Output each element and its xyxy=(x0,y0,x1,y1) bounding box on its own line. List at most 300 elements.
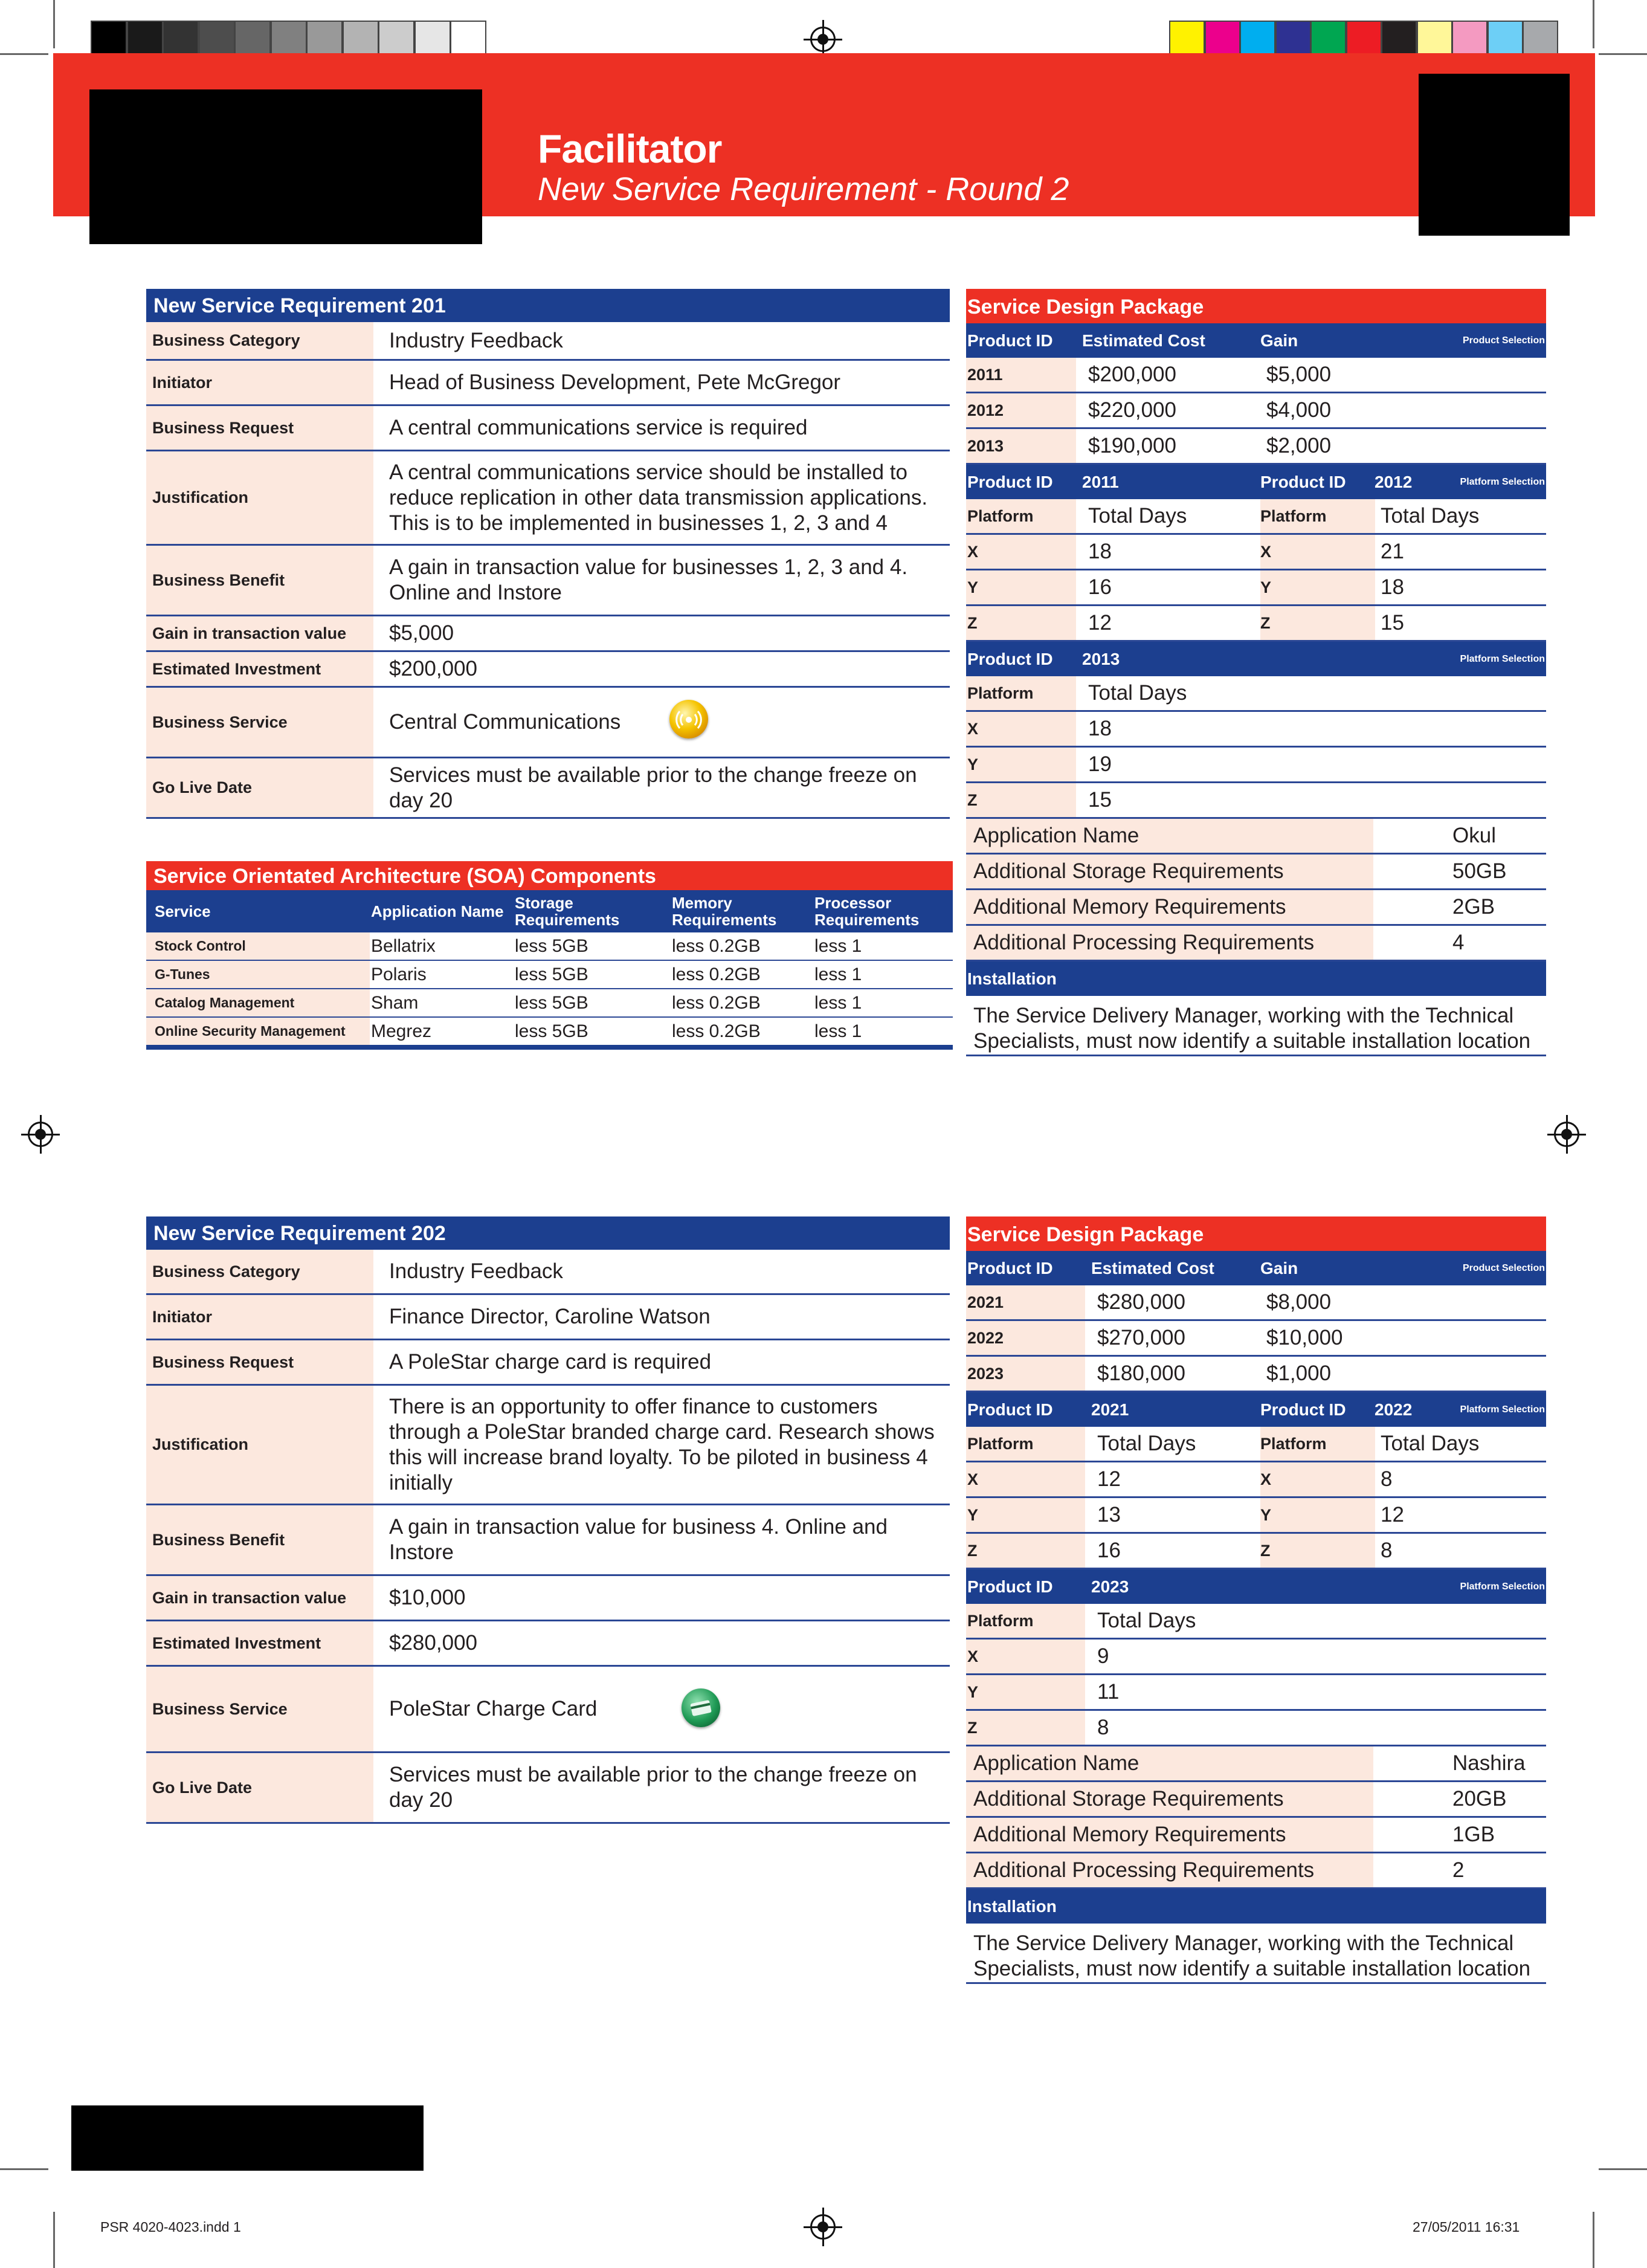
platform-days: 19 xyxy=(1088,752,1112,776)
requirement-row xyxy=(146,1667,950,1753)
requirement-label: Business Service xyxy=(146,688,373,757)
product-id: 2023 xyxy=(967,1365,1004,1383)
requirement-value-text: Head of Business Development, Pete McGregor xyxy=(389,370,841,394)
application-label: Additional Processing Requirements xyxy=(966,926,1373,960)
requirement-value-text: A gain in transaction value for business 4. Online and Instore xyxy=(389,1515,888,1564)
row-tint xyxy=(966,1462,1085,1496)
redacted-logo xyxy=(1419,74,1570,236)
row-tint xyxy=(966,1498,1085,1532)
platform-name: Y xyxy=(967,1683,979,1701)
platform-label: Platform xyxy=(967,1435,1034,1453)
application-value: 4 xyxy=(1452,931,1465,954)
application-label: Application Name xyxy=(966,1746,1373,1780)
requirement-label: Initiator xyxy=(146,361,373,404)
soa-cell: less 5GB xyxy=(515,964,588,984)
total-days-label: Total Days xyxy=(1088,504,1187,528)
product-id-label: Product ID xyxy=(1260,1400,1346,1419)
platform-label: Platform xyxy=(967,684,1034,702)
platform-selection-link: Platform Selection xyxy=(1460,477,1545,487)
platform-row xyxy=(966,570,1546,606)
product-id-label: Product ID xyxy=(1260,473,1346,491)
row-tint xyxy=(966,1640,1085,1673)
requirement-label: Business Benefit xyxy=(146,1505,373,1574)
page-title: Facilitator xyxy=(538,126,722,171)
platform-row xyxy=(966,783,1546,819)
product-id-b: 2022 xyxy=(1375,1400,1413,1419)
requirement-label: Business Request xyxy=(146,406,373,450)
product-selection-link: Product Selection xyxy=(1462,335,1545,346)
platform-name: Y xyxy=(967,755,979,774)
requirement-value xyxy=(373,361,950,404)
col-gain: Gain xyxy=(1260,331,1298,350)
soa-row xyxy=(146,1018,953,1050)
platform-label: Platform xyxy=(967,507,1034,525)
platform-header-row xyxy=(966,1569,1546,1604)
requirement-value xyxy=(373,758,950,817)
installation-header xyxy=(966,961,1546,996)
platform-row xyxy=(966,535,1546,570)
total-days-label: Total Days xyxy=(1097,1432,1196,1455)
product-row xyxy=(966,1321,1546,1357)
platform-name: X xyxy=(1260,1470,1272,1488)
requirement-value xyxy=(373,406,950,450)
requirement-row xyxy=(146,451,950,546)
soa-cell: less 1 xyxy=(814,964,862,984)
row-tint xyxy=(966,712,1076,746)
soa-cell: less 5GB xyxy=(515,935,588,956)
row-tint xyxy=(966,783,1076,817)
soa-header-row xyxy=(146,890,953,932)
requirement-value-text: There is an opportunity to offer finance to customers through a PoleStar branded charge card. Research shows this will increase brand loyalty. To be piloted in business 4 initially xyxy=(389,1394,935,1494)
platform-days: 15 xyxy=(1381,611,1404,635)
application-row xyxy=(966,855,1546,890)
gain: $1,000 xyxy=(1266,1362,1332,1385)
crop-mark xyxy=(1599,2168,1647,2170)
requirement-value-text: A central communications service is required xyxy=(389,416,808,439)
product-row xyxy=(966,1357,1546,1392)
product-id: 2011 xyxy=(967,366,1003,384)
product-header-row xyxy=(966,323,1546,358)
requirement-row xyxy=(146,616,950,652)
color-swatch xyxy=(1346,21,1382,56)
gray-swatch xyxy=(163,21,199,56)
requirement-row xyxy=(146,1250,950,1295)
requirement-label: Business Service xyxy=(146,1667,373,1751)
platform-row xyxy=(966,748,1546,783)
col-product-id: Product ID xyxy=(967,331,1053,350)
gray-swatch xyxy=(271,21,307,56)
requirement-value-text: PoleStar Charge Card xyxy=(389,1697,598,1720)
platform-days: 13 xyxy=(1097,1503,1121,1527)
requirement-row xyxy=(146,361,950,406)
installation-label: Installation xyxy=(967,1897,1057,1916)
platform-name: Y xyxy=(1260,578,1272,596)
gray-swatch xyxy=(306,21,343,56)
soa-col-service: Service xyxy=(155,902,211,920)
platform-days: 18 xyxy=(1088,717,1112,740)
requirement-value xyxy=(373,616,950,650)
gain: $8,000 xyxy=(1266,1290,1332,1314)
col-estimated-cost: Estimated Cost xyxy=(1091,1259,1214,1278)
product-id-c: 2013 xyxy=(1082,650,1120,668)
installation-label: Installation xyxy=(967,969,1057,988)
installation-text: The Service Delivery Manager, working with the Technical Specialists, must now identify a suitable installation location xyxy=(966,1924,1546,1984)
platform-name: X xyxy=(967,1647,979,1665)
requirement-label: Business Request xyxy=(146,1340,373,1384)
platform-days: 15 xyxy=(1088,788,1112,812)
product-id-b: 2012 xyxy=(1375,473,1413,491)
platform-header-row xyxy=(966,1392,1546,1427)
color-swatch xyxy=(1240,21,1275,56)
requirement-label: Justification xyxy=(146,451,373,544)
soa-cell: less 1 xyxy=(814,992,862,1013)
platform-row xyxy=(966,712,1546,748)
sdp-title: Service Design Package xyxy=(966,1216,1546,1251)
requirement-row xyxy=(146,1576,950,1621)
product-id-c: 2023 xyxy=(1091,1577,1129,1596)
requirement-value-text: Industry Feedback xyxy=(389,328,563,352)
requirement-value xyxy=(373,652,950,686)
application-row xyxy=(966,819,1546,855)
color-swatch xyxy=(1487,21,1523,56)
gray-swatch xyxy=(127,21,163,56)
application-label: Additional Processing Requirements xyxy=(966,1853,1373,1887)
estimated-cost: $200,000 xyxy=(1088,363,1176,386)
requirement-label: Initiator xyxy=(146,1295,373,1339)
crop-mark xyxy=(1593,2212,1594,2268)
platform-days: 16 xyxy=(1088,575,1112,599)
requirement-row xyxy=(146,688,950,758)
row-tint xyxy=(966,606,1076,640)
product-row xyxy=(966,358,1546,393)
crop-mark xyxy=(0,53,48,55)
requirement-value-text: Industry Feedback xyxy=(389,1259,563,1283)
registration-mark xyxy=(28,1122,53,1147)
platform-name: Z xyxy=(967,791,978,809)
requirement-value xyxy=(373,1386,950,1504)
requirement-value xyxy=(373,1753,950,1822)
platform-header-row xyxy=(966,465,1546,499)
application-label: Additional Memory Requirements xyxy=(966,1818,1373,1852)
gray-swatch xyxy=(234,21,271,56)
soa-cell: Bellatrix xyxy=(371,935,436,956)
platform-name: Y xyxy=(967,578,979,596)
requirement-value-text: Services must be available prior to the change freeze on day 20 xyxy=(389,763,917,812)
application-row xyxy=(966,1782,1546,1818)
gain: $10,000 xyxy=(1266,1326,1343,1349)
estimated-cost: $180,000 xyxy=(1097,1362,1185,1385)
product-row xyxy=(966,1285,1546,1321)
application-value: Okul xyxy=(1452,824,1496,847)
platform-name: Y xyxy=(967,1506,979,1524)
sdp-title: Service Design Package xyxy=(966,289,1546,323)
product-header-row xyxy=(966,1251,1546,1285)
requirement-row xyxy=(146,1386,950,1505)
application-value: 2 xyxy=(1452,1858,1465,1882)
gray-swatch xyxy=(91,21,127,56)
platform-days: 9 xyxy=(1097,1644,1109,1668)
platform-name: X xyxy=(967,1470,979,1488)
crop-mark xyxy=(1593,0,1594,48)
platform-selection-link: Platform Selection xyxy=(1460,654,1545,664)
platform-days: 8 xyxy=(1097,1716,1109,1739)
application-value: 2GB xyxy=(1452,895,1495,919)
product-id: 2021 xyxy=(967,1293,1004,1311)
requirement-value-text: Central Communications xyxy=(389,710,621,734)
requirement-label: Estimated Investment xyxy=(146,652,373,686)
registration-mark xyxy=(810,27,836,52)
soa-cell: less 0.2GB xyxy=(672,992,761,1013)
application-row xyxy=(966,1818,1546,1853)
requirement-value xyxy=(373,1505,950,1574)
requirement-label: Gain in transaction value xyxy=(146,616,373,650)
row-tint xyxy=(966,748,1076,781)
product-row xyxy=(966,393,1546,429)
platform-days: 11 xyxy=(1097,1680,1120,1704)
requirement-value-text: A gain in transaction value for businesses 1, 2, 3 and 4. Online and Instore xyxy=(389,555,908,604)
row-tint xyxy=(1260,535,1375,569)
soa-cell: less 0.2GB xyxy=(672,964,761,984)
crop-mark xyxy=(53,0,55,48)
platform-row xyxy=(966,1675,1546,1711)
color-swatch xyxy=(1523,21,1558,56)
platform-days: 21 xyxy=(1381,540,1404,563)
platform-name: X xyxy=(967,543,979,561)
platform-label-row xyxy=(966,499,1546,535)
redacted-footer-block xyxy=(71,2105,424,2171)
platform-row xyxy=(966,1462,1546,1498)
platform-days: 8 xyxy=(1381,1467,1393,1491)
soa-row xyxy=(146,961,953,989)
product-id: 2012 xyxy=(967,401,1004,419)
requirement-row xyxy=(146,322,950,361)
soa-service-cell: Online Security Management xyxy=(146,1018,370,1045)
platform-label: Platform xyxy=(1260,507,1327,525)
platform-name: X xyxy=(1260,543,1272,561)
gain: $5,000 xyxy=(1266,363,1332,386)
requirement-label: Business Category xyxy=(146,322,373,359)
soa-col-application: Application Name xyxy=(371,902,504,920)
requirement-value xyxy=(373,1576,950,1620)
platform-days: 12 xyxy=(1088,611,1112,635)
requirement-row xyxy=(146,1505,950,1576)
application-value: 20GB xyxy=(1452,1787,1507,1811)
requirement-value-text: $280,000 xyxy=(389,1631,477,1655)
product-id: 2022 xyxy=(967,1329,1004,1347)
gray-swatch xyxy=(378,21,414,56)
product-id-label: Product ID xyxy=(967,473,1053,491)
color-swatch xyxy=(1275,21,1311,56)
platform-name: Z xyxy=(967,1542,978,1560)
soa-components-table xyxy=(146,861,953,1050)
requirement-value xyxy=(373,688,950,757)
soa-cell: less 0.2GB xyxy=(672,1021,761,1041)
requirement-value-text: Services must be available prior to the change freeze on day 20 xyxy=(389,1763,917,1812)
color-swatch xyxy=(1169,21,1205,56)
requirement-label: Go Live Date xyxy=(146,758,373,817)
soa-cell: Polaris xyxy=(371,964,427,984)
product-row xyxy=(966,429,1546,465)
soa-cell: less 5GB xyxy=(515,1021,588,1041)
color-swatch xyxy=(1310,21,1346,56)
platform-days: 16 xyxy=(1097,1539,1121,1562)
platform-label-row xyxy=(966,1604,1546,1640)
requirement-value-text: A PoleStar charge card is required xyxy=(389,1350,712,1374)
application-label: Additional Storage Requirements xyxy=(966,855,1373,888)
gray-swatch xyxy=(343,21,379,56)
crop-mark xyxy=(53,2212,55,2268)
platform-label: Platform xyxy=(967,1612,1034,1630)
platform-days: 18 xyxy=(1381,575,1404,599)
row-tint xyxy=(966,570,1076,604)
product-id-a: 2011 xyxy=(1082,473,1119,491)
card-icon xyxy=(682,1688,720,1727)
row-tint xyxy=(1260,1534,1375,1568)
platform-name: Z xyxy=(967,1719,978,1737)
soa-service-cell: Stock Control xyxy=(146,932,370,960)
redacted-logo xyxy=(89,89,482,244)
requirement-value xyxy=(373,1295,950,1339)
col-gain: Gain xyxy=(1260,1259,1298,1278)
gain: $2,000 xyxy=(1266,434,1332,457)
requirement-row xyxy=(146,1340,950,1386)
page-subtitle: New Service Requirement - Round 2 xyxy=(538,171,1069,207)
requirement-row xyxy=(146,546,950,616)
requirement-row xyxy=(146,1295,950,1340)
application-label: Additional Memory Requirements xyxy=(966,890,1373,924)
service-design-package-202 xyxy=(966,1216,1546,1984)
color-swatch xyxy=(1452,21,1487,56)
application-row xyxy=(966,1746,1546,1782)
soa-col-storage: Storage Requirements xyxy=(515,894,620,929)
footer-file-name: PSR 4020-4023.indd 1 xyxy=(100,2219,241,2235)
requirement-value xyxy=(373,1340,950,1384)
application-row xyxy=(966,890,1546,926)
requirement-row xyxy=(146,758,950,819)
platform-name: X xyxy=(967,720,979,738)
gray-swatch xyxy=(450,21,486,56)
application-value: Nashira xyxy=(1452,1751,1526,1775)
col-product-id: Product ID xyxy=(967,1259,1053,1278)
row-tint xyxy=(966,1675,1085,1709)
requirement-value xyxy=(373,451,950,544)
soa-service-cell: Catalog Management xyxy=(146,989,370,1016)
estimated-cost: $280,000 xyxy=(1097,1290,1185,1314)
total-days-label: Total Days xyxy=(1097,1609,1196,1632)
requirement-value-text: A central communications service should be installed to reduce replication in other data transmission applications. This is to be implemented in businesses 1, 2, 3 and 4 xyxy=(389,460,928,535)
row-tint xyxy=(966,1711,1085,1745)
product-id-label: Product ID xyxy=(967,650,1053,668)
platform-row xyxy=(966,1498,1546,1534)
requirement-value xyxy=(373,1667,950,1751)
requirement-row xyxy=(146,1753,950,1824)
platform-row xyxy=(966,1534,1546,1569)
signal-icon xyxy=(669,700,708,738)
estimated-cost: $270,000 xyxy=(1097,1326,1185,1349)
application-row xyxy=(966,926,1546,961)
platform-row xyxy=(966,606,1546,642)
platform-name: Z xyxy=(967,614,978,632)
platform-name: Y xyxy=(1260,1506,1272,1524)
soa-col-processor: Processor Requirements xyxy=(814,894,920,929)
color-swatch xyxy=(1417,21,1452,56)
platform-days: 8 xyxy=(1381,1539,1393,1562)
application-label: Application Name xyxy=(966,819,1373,853)
platform-days: 18 xyxy=(1088,540,1112,563)
gray-swatch xyxy=(414,21,451,56)
footer-timestamp: 27/05/2011 16:31 xyxy=(1413,2219,1520,2235)
estimated-cost: $190,000 xyxy=(1088,434,1176,457)
platform-header-row xyxy=(966,642,1546,676)
requirement-label: Justification xyxy=(146,1386,373,1504)
application-value: 1GB xyxy=(1452,1823,1495,1846)
registration-mark xyxy=(810,2214,836,2240)
color-swatch xyxy=(1381,21,1417,56)
product-id-label: Product ID xyxy=(967,1400,1053,1419)
soa-cell: Sham xyxy=(371,992,419,1013)
col-estimated-cost: Estimated Cost xyxy=(1082,331,1205,350)
row-tint xyxy=(1260,1498,1375,1532)
soa-cell: less 5GB xyxy=(515,992,588,1013)
application-row xyxy=(966,1853,1546,1889)
requirement-row xyxy=(146,1621,950,1667)
soa-service-cell: G-Tunes xyxy=(146,961,370,988)
gray-swatch xyxy=(199,21,235,56)
soa-cell: less 1 xyxy=(814,935,862,956)
crop-mark xyxy=(0,2168,48,2170)
requirement-row xyxy=(146,652,950,688)
soa-row xyxy=(146,989,953,1018)
row-tint xyxy=(1260,570,1375,604)
application-value: 50GB xyxy=(1452,859,1507,883)
requirement-label: Go Live Date xyxy=(146,1753,373,1822)
requirement-value-text: $10,000 xyxy=(389,1586,466,1609)
product-id: 2013 xyxy=(967,437,1004,455)
platform-row xyxy=(966,1711,1546,1746)
row-tint xyxy=(966,1534,1085,1568)
application-label: Additional Storage Requirements xyxy=(966,1782,1373,1816)
platform-days: 12 xyxy=(1381,1503,1404,1527)
platform-label-row xyxy=(966,676,1546,712)
installation-header xyxy=(966,1889,1546,1924)
requirement-value-text: $5,000 xyxy=(389,621,454,645)
requirement-value xyxy=(373,546,950,615)
installation-text: The Service Delivery Manager, working with the Technical Specialists, must now identify a suitable installation location xyxy=(966,996,1546,1056)
total-days-label: Total Days xyxy=(1381,1432,1480,1455)
gain: $4,000 xyxy=(1266,398,1332,422)
requirement-label: Business Benefit xyxy=(146,546,373,615)
soa-col-memory: Memory Requirements xyxy=(672,894,777,929)
crop-mark xyxy=(1599,53,1647,55)
color-swatch xyxy=(1205,21,1240,56)
row-tint xyxy=(966,535,1076,569)
soa-cell: less 0.2GB xyxy=(672,935,761,956)
total-days-label: Total Days xyxy=(1381,504,1480,528)
requirement-label: Gain in transaction value xyxy=(146,1576,373,1620)
soa-title: Service Orientated Architecture (SOA) Components xyxy=(146,861,953,890)
estimated-cost: $220,000 xyxy=(1088,398,1176,422)
requirement-row xyxy=(146,406,950,451)
soa-row xyxy=(146,932,953,961)
product-id-a: 2021 xyxy=(1091,1400,1129,1419)
row-tint xyxy=(1260,1462,1375,1496)
requirement-label: Business Category xyxy=(146,1250,373,1293)
service-design-package-201 xyxy=(966,289,1546,1056)
requirement-title: New Service Requirement 201 xyxy=(146,289,950,322)
platform-selection-link: Platform Selection xyxy=(1460,1581,1545,1592)
total-days-label: Total Days xyxy=(1088,681,1187,705)
requirement-value xyxy=(373,1621,950,1665)
